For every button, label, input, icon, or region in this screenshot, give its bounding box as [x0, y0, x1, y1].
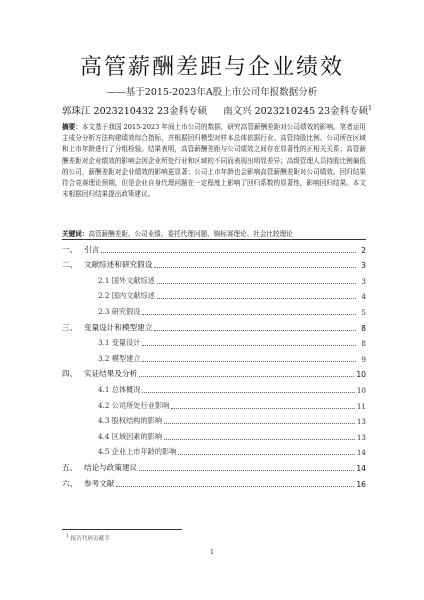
toc-entry-label: 参考文献: [84, 478, 115, 488]
toc-dot-leader: [154, 330, 356, 331]
paper-title: 高管薪酬差距与企业绩效: [79, 55, 344, 80]
abstract: [62, 122, 366, 200]
toc-entry-label: 文献综述和研究假设: [84, 260, 153, 270]
toc-entry-label: 2.1 国外文献综述: [98, 275, 155, 285]
toc-entry-label: 3.1 变量设计: [98, 338, 141, 348]
toc-entry-page: 8: [361, 339, 366, 349]
table-of-contents: [62, 239, 366, 490]
toc-entry-page: 10: [356, 385, 366, 395]
toc-entry-label: 引言: [84, 244, 100, 254]
toc-entry[interactable]: [62, 427, 366, 443]
toc-dot-leader: [142, 392, 354, 393]
toc-dot-leader: [139, 376, 354, 377]
author-2: 南文兴 2023210245 23金科专硕: [223, 106, 369, 117]
toc-entry-number: 六、: [62, 478, 78, 488]
toc-entry-label: 变量设计和模型建立: [84, 322, 153, 332]
abstract-text: 本文基于我国 2015-2023 年间上市公司的数据，研究高管薪酬差距对公司绩效的影响。笔者运用主成分分析方法构建绩效综合指标，并根据回归模型对样本总体依据行业、高管持股比例、公司所在区域和上市年龄进行了分组检验。结果表明，高管薪酬差距与公司绩效之间存在显著性的正相关关系；高管薪酬差距对企业绩效的影响会因企业所处行业和区域的不同而表现出明显差异；高级管理人员持股比例偏低的公司，薪酬差距对企业绩效的影响更显著；公司上市年龄也会影响高管薪酬差距对公司绩效。回归结果符合竞赛理论预期，但是企业自身代理问题在一定程度上影响了回归系数的显著性，影响回归结果。本文末根据回归结果提出政策建议。: [62, 123, 367, 199]
toc-entry-number: 三、: [62, 322, 78, 332]
toc-dot-leader: [142, 361, 356, 362]
page-number: 1: [209, 548, 215, 556]
toc-entry-page: 8: [361, 323, 366, 333]
toc-entry-page: 14: [356, 463, 366, 473]
toc-entry[interactable]: [62, 443, 366, 459]
toc-dot-leader: [157, 283, 356, 284]
toc-entry-number: 五、: [62, 462, 78, 472]
footnote-divider: [62, 529, 182, 530]
toc-entry-label: 2.3 研究假设: [98, 306, 141, 316]
toc-entry-label: 结论与政策建议: [84, 462, 138, 472]
toc-entry[interactable]: [62, 287, 366, 303]
toc-entry[interactable]: [62, 349, 366, 365]
toc-entry-page: 16: [356, 479, 366, 489]
toc-entry-number: 四、: [62, 369, 78, 379]
toc-entry[interactable]: [62, 240, 366, 256]
toc-entry[interactable]: [62, 271, 366, 287]
toc-entry-page: 3: [361, 276, 366, 286]
toc-dot-leader: [178, 454, 354, 455]
toc-dot-leader: [164, 439, 355, 440]
paper-subtitle: ——基于2015-2023年A股上市公司年报数据分析: [106, 87, 318, 98]
toc-entry-page: 13: [356, 432, 366, 442]
toc-entry-number: 二、: [62, 260, 78, 270]
toc-entry-label: 4.3 股权结构的影响: [98, 416, 163, 426]
toc-entry[interactable]: [62, 256, 366, 272]
toc-entry-page: 13: [356, 417, 366, 427]
toc-dot-leader: [164, 423, 355, 424]
toc-entry[interactable]: [62, 412, 366, 428]
keywords: [62, 229, 366, 239]
toc-entry[interactable]: [62, 380, 366, 396]
author-1: 郭珠江 2023210432 23金科专硕: [62, 106, 208, 117]
toc-entry-label: 实证结果及分析: [84, 369, 138, 379]
keywords-text: 高管薪酬差距、公司业绩、委托代理问题、锦标赛理论、社会比较理论: [88, 230, 293, 238]
toc-dot-leader: [142, 314, 356, 315]
toc-entry-page: 9: [361, 354, 366, 364]
toc-entry-number: 一、: [62, 244, 78, 254]
toc-entry-page: 4: [361, 292, 366, 302]
toc-entry-page: 11: [356, 401, 366, 411]
footnote-mark: 1: [66, 534, 69, 540]
footnote: [66, 534, 110, 542]
toc-entry-label: 4.5 企业上市年龄的影响: [98, 447, 177, 457]
toc-entry-label: 3.2 模型建立: [98, 353, 141, 363]
toc-dot-leader: [139, 470, 354, 471]
toc-entry-label: 4.4 区域因素的影响: [98, 431, 163, 441]
toc-dot-leader: [154, 267, 356, 268]
author-line: [62, 103, 392, 117]
toc-entry-page: 14: [356, 448, 366, 458]
keywords-label: 关键词：: [62, 230, 89, 238]
toc-entry[interactable]: [62, 474, 366, 490]
toc-entry[interactable]: [62, 458, 366, 474]
toc-entry[interactable]: [62, 365, 366, 381]
toc-entry[interactable]: [62, 302, 366, 318]
footnote-text: 报告代码贡献手: [70, 536, 110, 542]
toc-entry[interactable]: [62, 318, 366, 334]
toc-entry-label: 4.2 公司所处行业影响: [98, 400, 170, 410]
toc-entry-page: 2: [361, 245, 366, 255]
toc-dot-leader: [157, 298, 356, 299]
toc-dot-leader: [142, 345, 356, 346]
toc-entry[interactable]: [62, 396, 366, 412]
toc-dot-leader: [101, 252, 356, 253]
abstract-label: 摘要：: [62, 123, 82, 131]
toc-dot-leader: [116, 486, 354, 487]
toc-entry-label: 2.2 国内文献综述: [98, 291, 155, 301]
toc-dot-leader: [171, 408, 355, 409]
toc-entry-label: 4.1 总体概况: [98, 384, 141, 394]
toc-entry[interactable]: [62, 334, 366, 350]
toc-entry-page: 5: [361, 307, 366, 317]
author-2-footnote-mark: 1: [368, 104, 372, 112]
toc-entry-page: 10: [356, 370, 366, 380]
toc-entry-page: 3: [361, 261, 366, 271]
